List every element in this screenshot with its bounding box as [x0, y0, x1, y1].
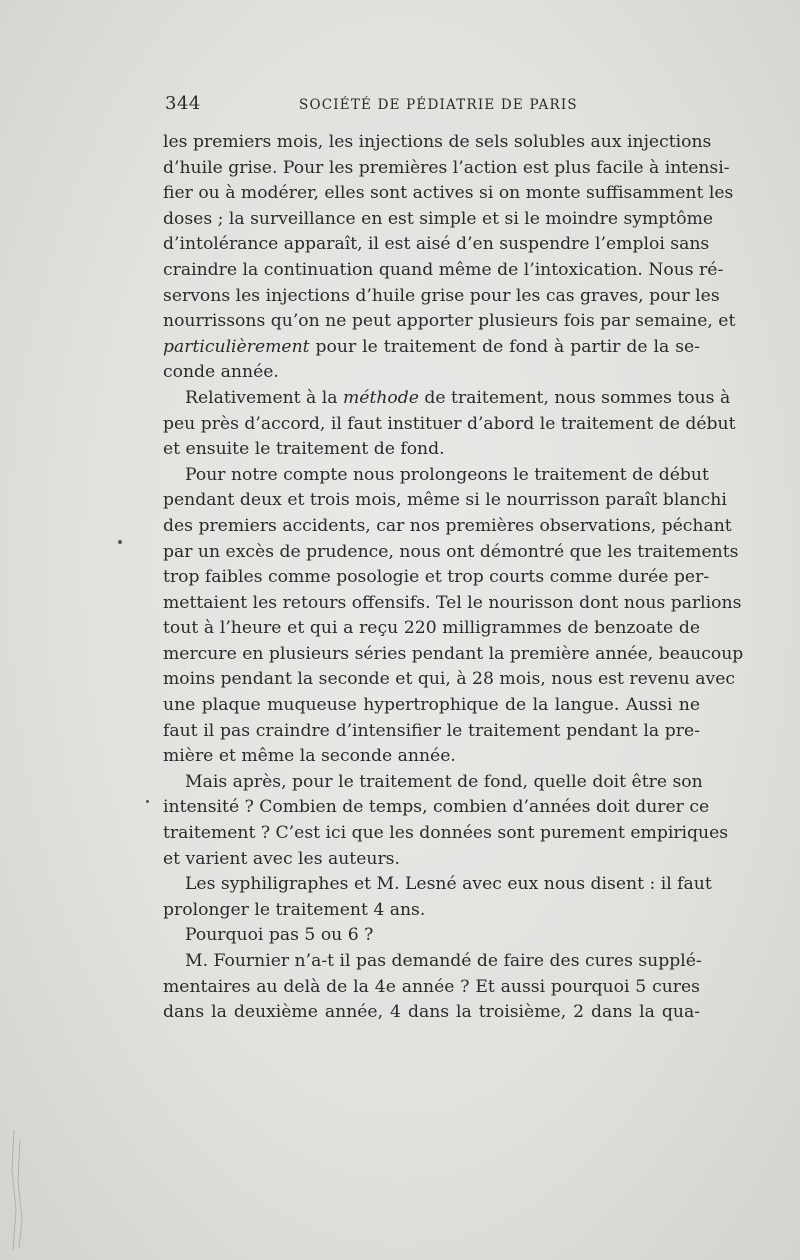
text-line: par un excès de prudence, nous ont démontré que les traitements [163, 541, 739, 562]
page-header [165, 93, 700, 117]
text-line: trop faibles comme posologie et trop courts comme durée per- [163, 567, 710, 588]
line-start: Relativement à la [185, 387, 343, 408]
text-line: nourrissons qu’on ne peut apporter plusieurs fois par semaine, et [163, 311, 736, 332]
text-line: conde année. [163, 362, 279, 383]
text-line: peu près d’accord, il faut instituer d’abord le traitement de début [163, 413, 736, 434]
text-line: intensité ? Combien de temps, combien d’années doit durer ce [163, 797, 710, 818]
text-line: M. Fournier n’a-t il pas demandé de faire des cures supplé- [185, 951, 702, 971]
ink-speck [118, 540, 122, 544]
text-line: et ensuite le traitement de fond. [163, 439, 445, 460]
text-line: une plaque muqueuse hypertrophique de la langue. Aussi ne [163, 695, 700, 716]
text-line: Pour notre compte nous prolongeons le traitement de début [185, 464, 709, 485]
ink-speck [146, 800, 149, 803]
text-line: les premiers mois, les injections de sels solubles aux injections [163, 132, 712, 152]
text-line: servons les injections d’huile grise pour les cas graves, pour les [163, 285, 720, 306]
text-line: d’intolérance apparaît, il est aisé d’en suspendre l’emploi sans [163, 234, 710, 255]
text-line: des premiers accidents, car nos premières observations, péchant [163, 515, 732, 536]
text-line: Les syphiligraphes et M. Lesné avec eux nous disent : il faut [185, 874, 712, 895]
text-line: faut il pas craindre d’intensifier le traitement pendant la pre- [163, 720, 700, 741]
page-number: 344 [165, 93, 201, 114]
text-line: pendant deux et trois mois, même si le nourrisson paraît blanchi [163, 490, 727, 511]
body-text [163, 130, 744, 1026]
binding-shadow [8, 1130, 38, 1250]
text-line: mentaires au delà de la 4e année ? Et aussi pourquoi 5 cures [163, 976, 700, 997]
text-line: Mais après, pour le traitement de fond, quelle doit être son [185, 771, 703, 792]
text-line-italic-start [163, 335, 700, 361]
text-line: mière et même la seconde année. [163, 746, 456, 767]
line-rest: pour le traitement de fond à partir de la se- [309, 336, 700, 357]
text-line: moins pendant la seconde et qui, à 28 mois, nous est revenu avec [163, 669, 736, 690]
text-line: prolonger le traitement 4 ans. [163, 899, 426, 920]
line-rest: de traitement, nous sommes tous à [418, 387, 731, 408]
text-line: mercure en plusieurs séries pendant la première année, beaucoup [163, 643, 744, 664]
text-line: et varient avec les auteurs. [163, 848, 400, 869]
text-line: tout à l’heure et qui a reçu 220 milligrammes de benzoate de [163, 618, 700, 639]
italic-word: méthode [342, 387, 419, 408]
italic-word: particulièrement [163, 336, 310, 357]
text-line: doses ; la surveillance en est simple et si le moindre symptôme [163, 208, 714, 229]
text-line: fier ou à modérer, elles sont actives si on monte suffisamment les [163, 183, 734, 204]
text-line: d’huile grise. Pour les premières l’action est plus facile à intensi- [163, 157, 730, 178]
text-line: craindre la continuation quand même de l’intoxication. Nous ré- [163, 259, 724, 280]
text-line: traitement ? C’est ici que les données sont purement empiriques [163, 823, 729, 844]
text-line-italic-mid [163, 386, 731, 412]
text-line: dans la deuxième année, 4 dans la troisième, 2 dans la qua- [163, 1002, 700, 1023]
running-title: SOCIÉTÉ DE PÉDIATRIE DE PARIS [299, 97, 578, 113]
text-line: mettaient les retours offensifs. Tel le nourisson dont nous parlions [163, 592, 742, 613]
text-line: Pourquoi pas 5 ou 6 ? [185, 925, 374, 946]
